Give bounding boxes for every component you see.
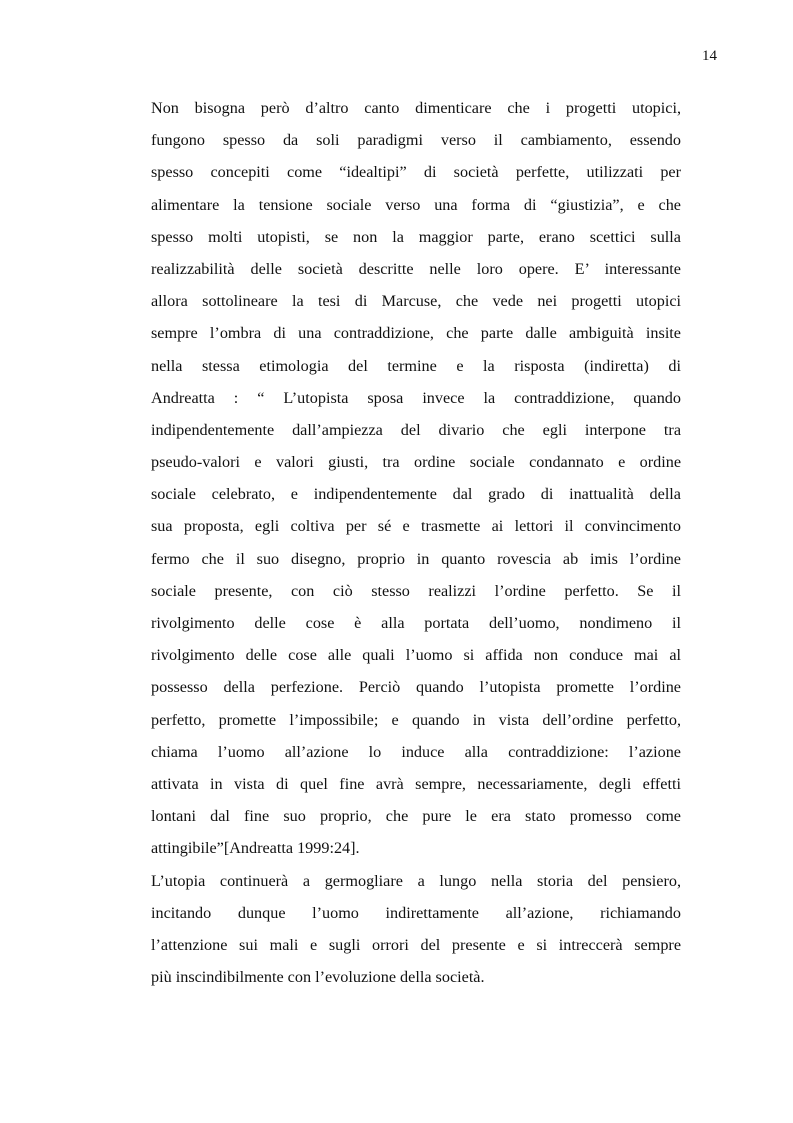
text-line: sua proposta, egli coltiva per sé e trasmette ai lettori il convincimento [151,517,681,536]
text-line: spesso molti utopisti, se non la maggior parte, erano scettici sulla [151,227,681,246]
page-number: 14 [702,48,717,64]
text-line: realizzabilità delle società descritte nelle loro opere. E’ interessante [151,259,681,278]
text-line: sempre l’ombra di una contraddizione, che parte dalle ambiguità insite [151,324,681,343]
text-line: attingibile”[Andreatta 1999:24]. [151,839,360,858]
text-line: indipendentemente dall’ampiezza del divario che egli interpone tra [151,420,681,439]
text-line: possesso della perfezione. Perciò quando l’utopista promette l’ordine [151,678,681,697]
text-line: incitando dunque l’uomo indirettamente all’azione, richiamando [151,903,681,922]
text-line: L’utopia continuerà a germogliare a lungo nella storia del pensiero, [151,871,681,890]
text-line: sociale celebrato, e indipendentemente dal grado di inattualità della [151,485,681,504]
text-line: più inscindibilmente con l’evoluzione della società. [151,968,485,987]
text-line: Andreatta : “ L’utopista sposa invece la contraddizione, quando [151,388,681,407]
text-line: nella stessa etimologia del termine e la risposta (indiretta) di [151,356,681,375]
text-line: alimentare la tensione sociale verso una forma di “giustizia”, e che [151,195,681,214]
text-line: rivolgimento delle cose alle quali l’uomo si affida non conduce mai al [151,646,681,665]
text-line: fermo che il suo disegno, proprio in quanto rovescia ab imis l’ordine [151,549,681,568]
text-line: rivolgimento delle cose è alla portata dell’uomo, nondimeno il [151,614,681,632]
text-line: l’attenzione sui mali e sugli orrori del presente e si intreccerà sempre [151,935,681,954]
text-line: pseudo-valori e valori giusti, tra ordine sociale condannato e ordine [151,453,681,472]
text-line: fungono spesso da soli paradigmi verso il cambiamento, essendo [151,131,681,150]
text-line: attivata in vista di quel fine avrà sempre, necessariamente, degli effetti [151,774,681,793]
text-line: allora sottolineare la tesi di Marcuse, che vede nei progetti utopici [151,292,681,311]
text-line: Non bisogna però d’altro canto dimenticare che i progetti utopici, [151,99,681,117]
body-text [151,92,681,993]
text-line: sociale presente, con ciò stesso realizzi l’ordine perfetto. Se il [151,581,681,600]
text-line: chiama l’uomo all’azione lo induce alla contraddizione: l’azione [151,742,681,761]
text-line: spesso concepiti come “idealtipi” di società perfette, utilizzati per [151,163,681,182]
text-line: lontani dal fine suo proprio, che pure le era stato promesso come [151,807,681,826]
text-line: perfetto, promette l’impossibile; e quando in vista dell’ordine perfetto, [151,710,681,729]
